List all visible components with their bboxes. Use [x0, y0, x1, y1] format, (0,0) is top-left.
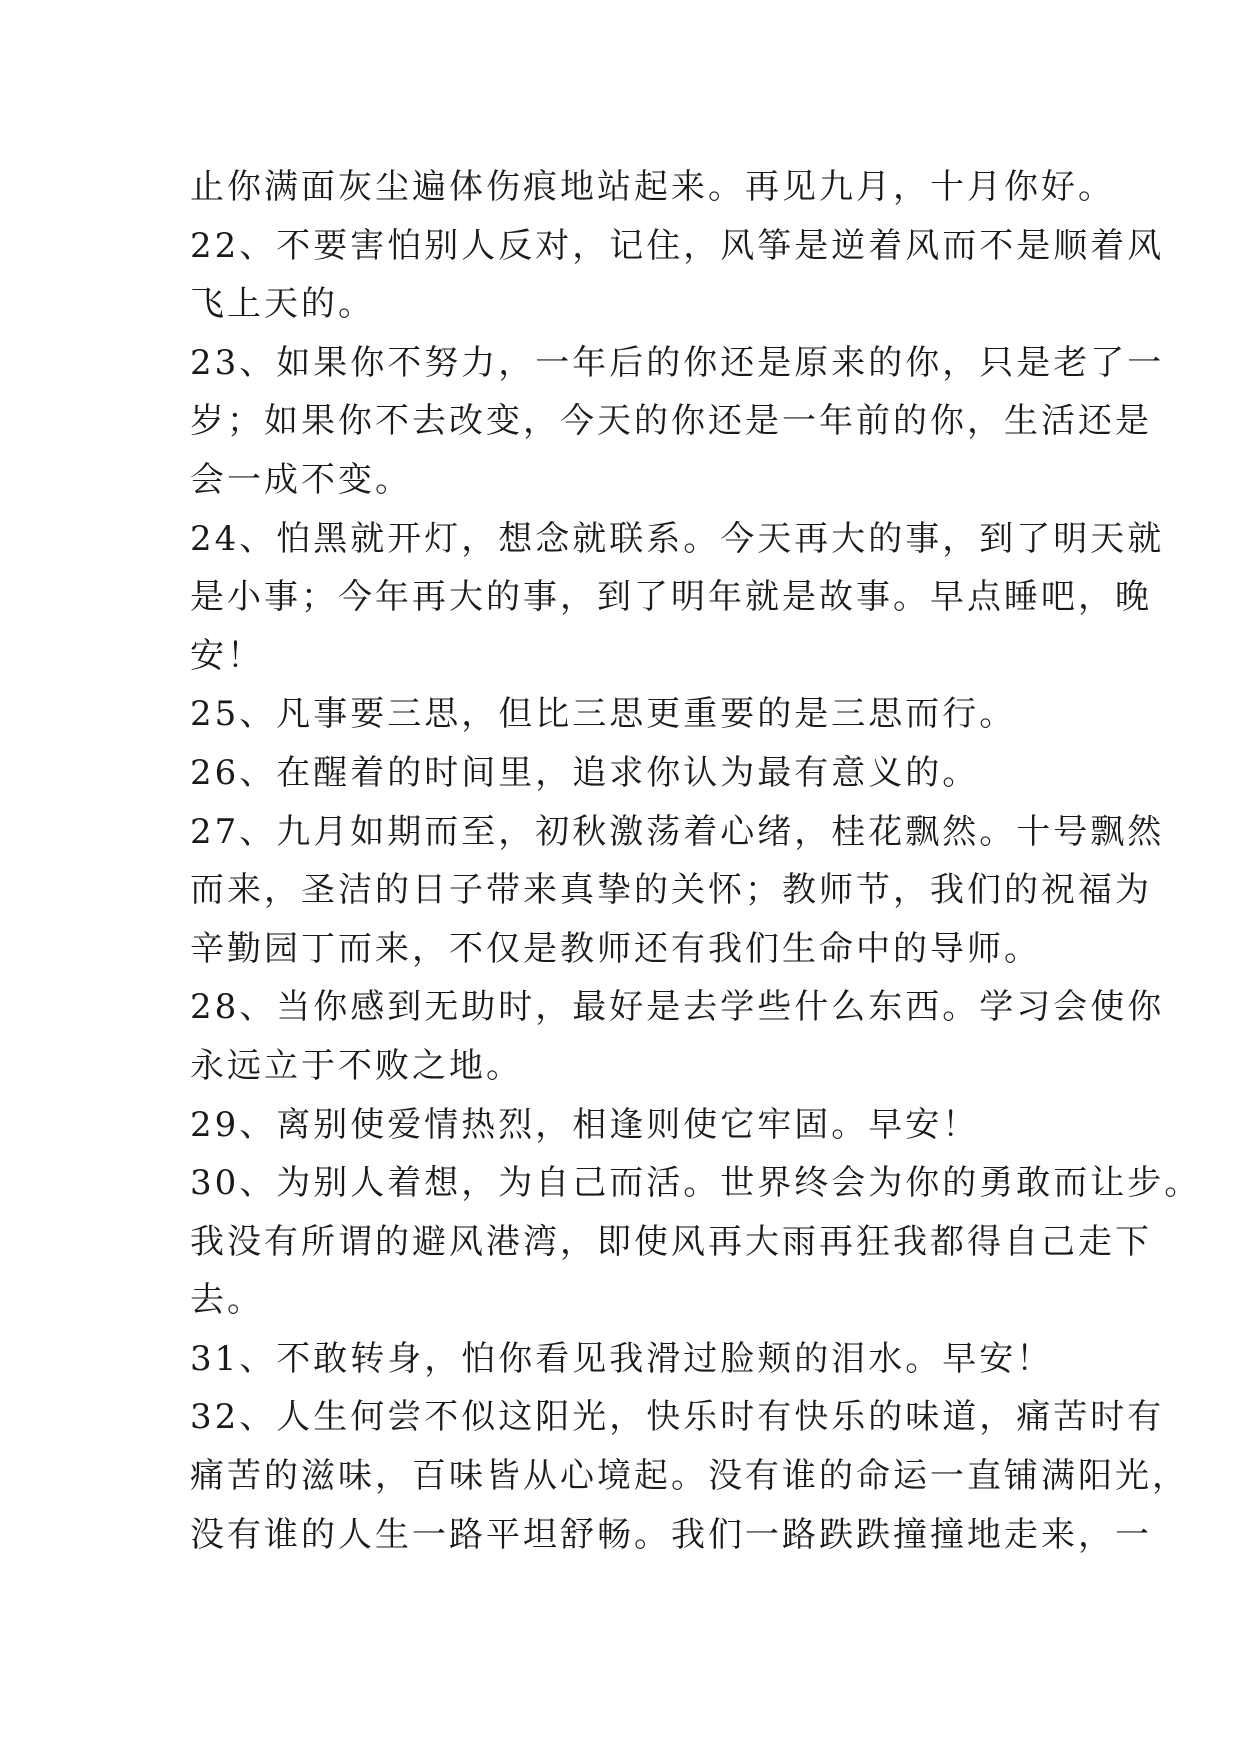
text-line: 止你满面灰尘遍体伤痕地站起来。再见九月，十月你好。	[190, 167, 1115, 207]
text-line: 我没有所谓的避风港湾，即使风再大雨再狂我都得自己走下	[190, 1221, 1152, 1262]
text-line: 26、在醒着的时间里，追求你认为最有意义的。	[190, 752, 980, 793]
text-line: 27、九月如期而至，初秋激荡着心绪，桂花飘然。十号飘然	[190, 811, 1165, 852]
text-line: 会一成不变。	[190, 459, 412, 500]
text-line: 23、如果你不努力，一年后的你还是原来的你，只是老了一	[190, 342, 1165, 383]
text-line: 31、不敢转身，怕你看见我滑过脸颊的泪水。早安！	[190, 1338, 1054, 1379]
text-line: 是小事；今年再大的事，到了明年就是故事。早点睡吧，晚	[190, 577, 1152, 618]
text-line: 22、不要害怕别人反对，记住，风筝是逆着风而不是顺着风	[190, 225, 1165, 266]
document-body	[190, 158, 1202, 1564]
text-line: 去。	[190, 1280, 264, 1321]
text-line: 28、当你感到无助时，最好是去学些什么东西。学习会使你	[190, 987, 1165, 1028]
text-line: 32、人生何尝不似这阳光，快乐时有快乐的味道，痛苦时有	[190, 1397, 1165, 1438]
text-line: 辛勤园丁而来，不仅是教师还有我们生命中的导师。	[190, 928, 1041, 969]
text-line: 没有谁的人生一路平坦舒畅。我们一路跌跌撞撞地走来，一	[190, 1514, 1152, 1555]
text-line: 永远立于不败之地。	[190, 1045, 523, 1086]
text-line: 30、为别人着想，为自己而活。世界终会为你的勇敢而让步。	[190, 1163, 1202, 1204]
text-line: 痛苦的滋味，百味皆从心境起。没有谁的命运一直铺满阳光，	[190, 1456, 1189, 1497]
text-line: 岁；如果你不去改变，今天的你还是一年前的你，生活还是	[190, 401, 1152, 442]
text-line: 24、怕黑就开灯，想念就联系。今天再大的事，到了明天就	[190, 518, 1165, 559]
text-line: 而来，圣洁的日子带来真挚的关怀；教师节，我们的祝福为	[190, 870, 1152, 911]
text-line: 安！	[190, 635, 264, 676]
text-line: 25、凡事要三思，但比三思更重要的是三思而行。	[190, 694, 1017, 735]
text-line: 飞上天的。	[190, 284, 375, 325]
text-line: 29、离别使爱情热烈，相逢则使它牢固。早安！	[190, 1104, 980, 1145]
